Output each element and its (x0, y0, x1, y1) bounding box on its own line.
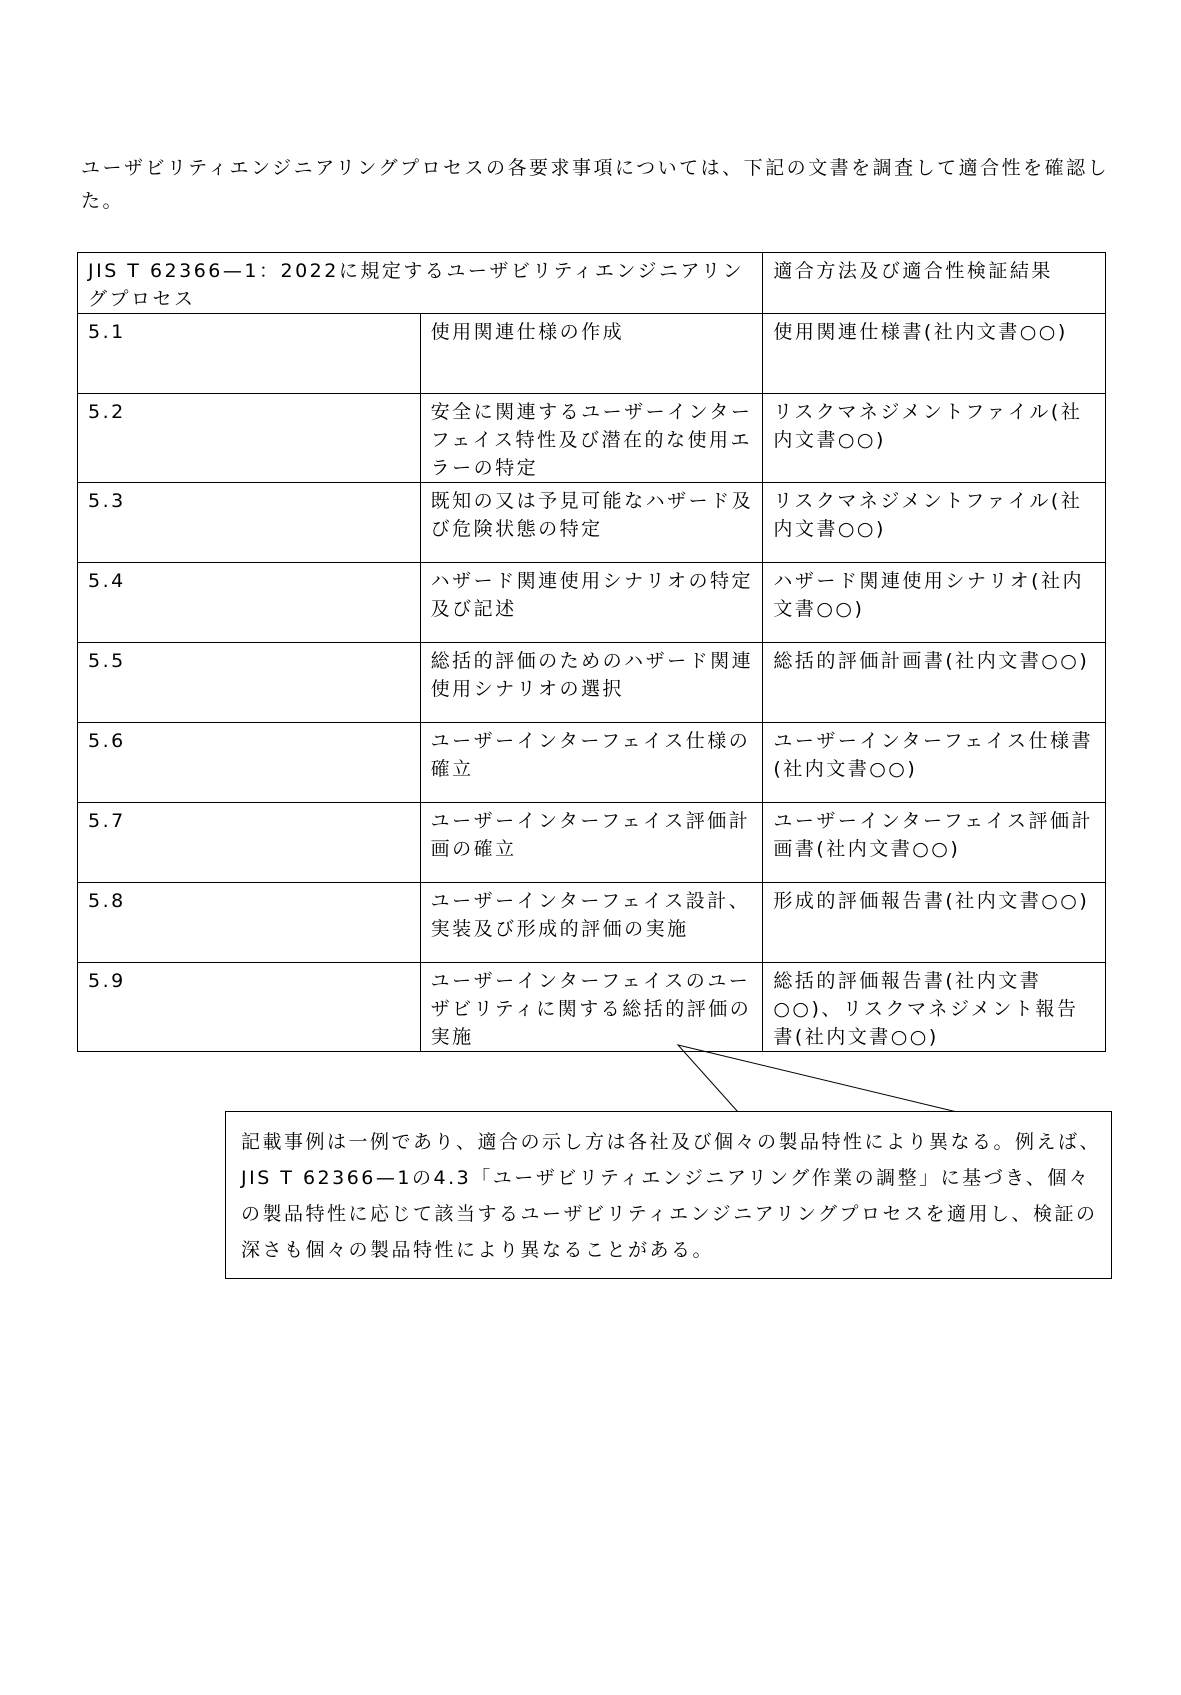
result-cell: ユーザーインターフェイス仕様書(社内文書○○) (763, 723, 1106, 803)
clause-cell: 5.3 (78, 483, 421, 563)
result-cell: 総括的評価報告書(社内文書○○)、リスクマネジメント報告書(社内文書○○) (763, 963, 1106, 1052)
header-result: 適合方法及び適合性検証結果 (763, 253, 1106, 314)
result-cell: 総括的評価計画書(社内文書○○) (763, 643, 1106, 723)
process-cell: ユーザーインターフェイス仕様の確立 (420, 723, 763, 803)
clause-cell: 5.4 (78, 563, 421, 643)
process-cell: ユーザーインターフェイス評価計画の確立 (420, 803, 763, 883)
clause-cell: 5.6 (78, 723, 421, 803)
clause-cell: 5.8 (78, 883, 421, 963)
process-cell: 総括的評価のためのハザード関連使用シナリオの選択 (420, 643, 763, 723)
result-cell: ユーザーインターフェイス評価計画書(社内文書○○) (763, 803, 1106, 883)
intro-paragraph: ユーザビリティエンジニアリングプロセスの各要求事項については、下記の文書を調査して適合性を確認した。 (81, 157, 1110, 212)
result-cell: ハザード関連使用シナリオ(社内文書○○) (763, 563, 1106, 643)
process-cell: ユーザーインターフェイスのユーザビリティに関する総括的評価の実施 (420, 963, 763, 1052)
result-cell: リスクマネジメントファイル(社内文書○○) (763, 483, 1106, 563)
note-callout: 記載事例は一例であり、適合の示し方は各社及び個々の製品特性により異なる。例えば、JIS T 62366—1の4.3「ユーザビリティエンジニアリング作業の調整」に基づき、個々の製品特性に応じて該当するユーザビリティエンジニアリングプロセスを適用し、検証の深さも個々の製品特性により異なることがある。 (225, 1111, 1112, 1279)
clause-cell: 5.5 (78, 643, 421, 723)
process-cell: 既知の又は予見可能なハザード及び危険状態の特定 (420, 483, 763, 563)
header-process: JIS T 62366—1：2022に規定するユーザビリティエンジニアリングプロセス (78, 253, 763, 314)
clause-cell: 5.2 (78, 394, 421, 483)
process-cell: ユーザーインターフェイス設計、実装及び形成的評価の実施 (420, 883, 763, 963)
clause-cell: 5.9 (78, 963, 421, 1052)
result-cell: 形成的評価報告書(社内文書○○) (763, 883, 1106, 963)
process-cell: ハザード関連使用シナリオの特定及び記述 (420, 563, 763, 643)
clause-cell: 5.1 (78, 314, 421, 394)
result-cell: リスクマネジメントファイル(社内文書○○) (763, 394, 1106, 483)
process-cell: 安全に関連するユーザーインターフェイス特性及び潜在的な使用エラーの特定 (420, 394, 763, 483)
clause-cell: 5.7 (78, 803, 421, 883)
result-cell: 使用関連仕様書(社内文書○○) (763, 314, 1106, 394)
process-cell: 使用関連仕様の作成 (420, 314, 763, 394)
